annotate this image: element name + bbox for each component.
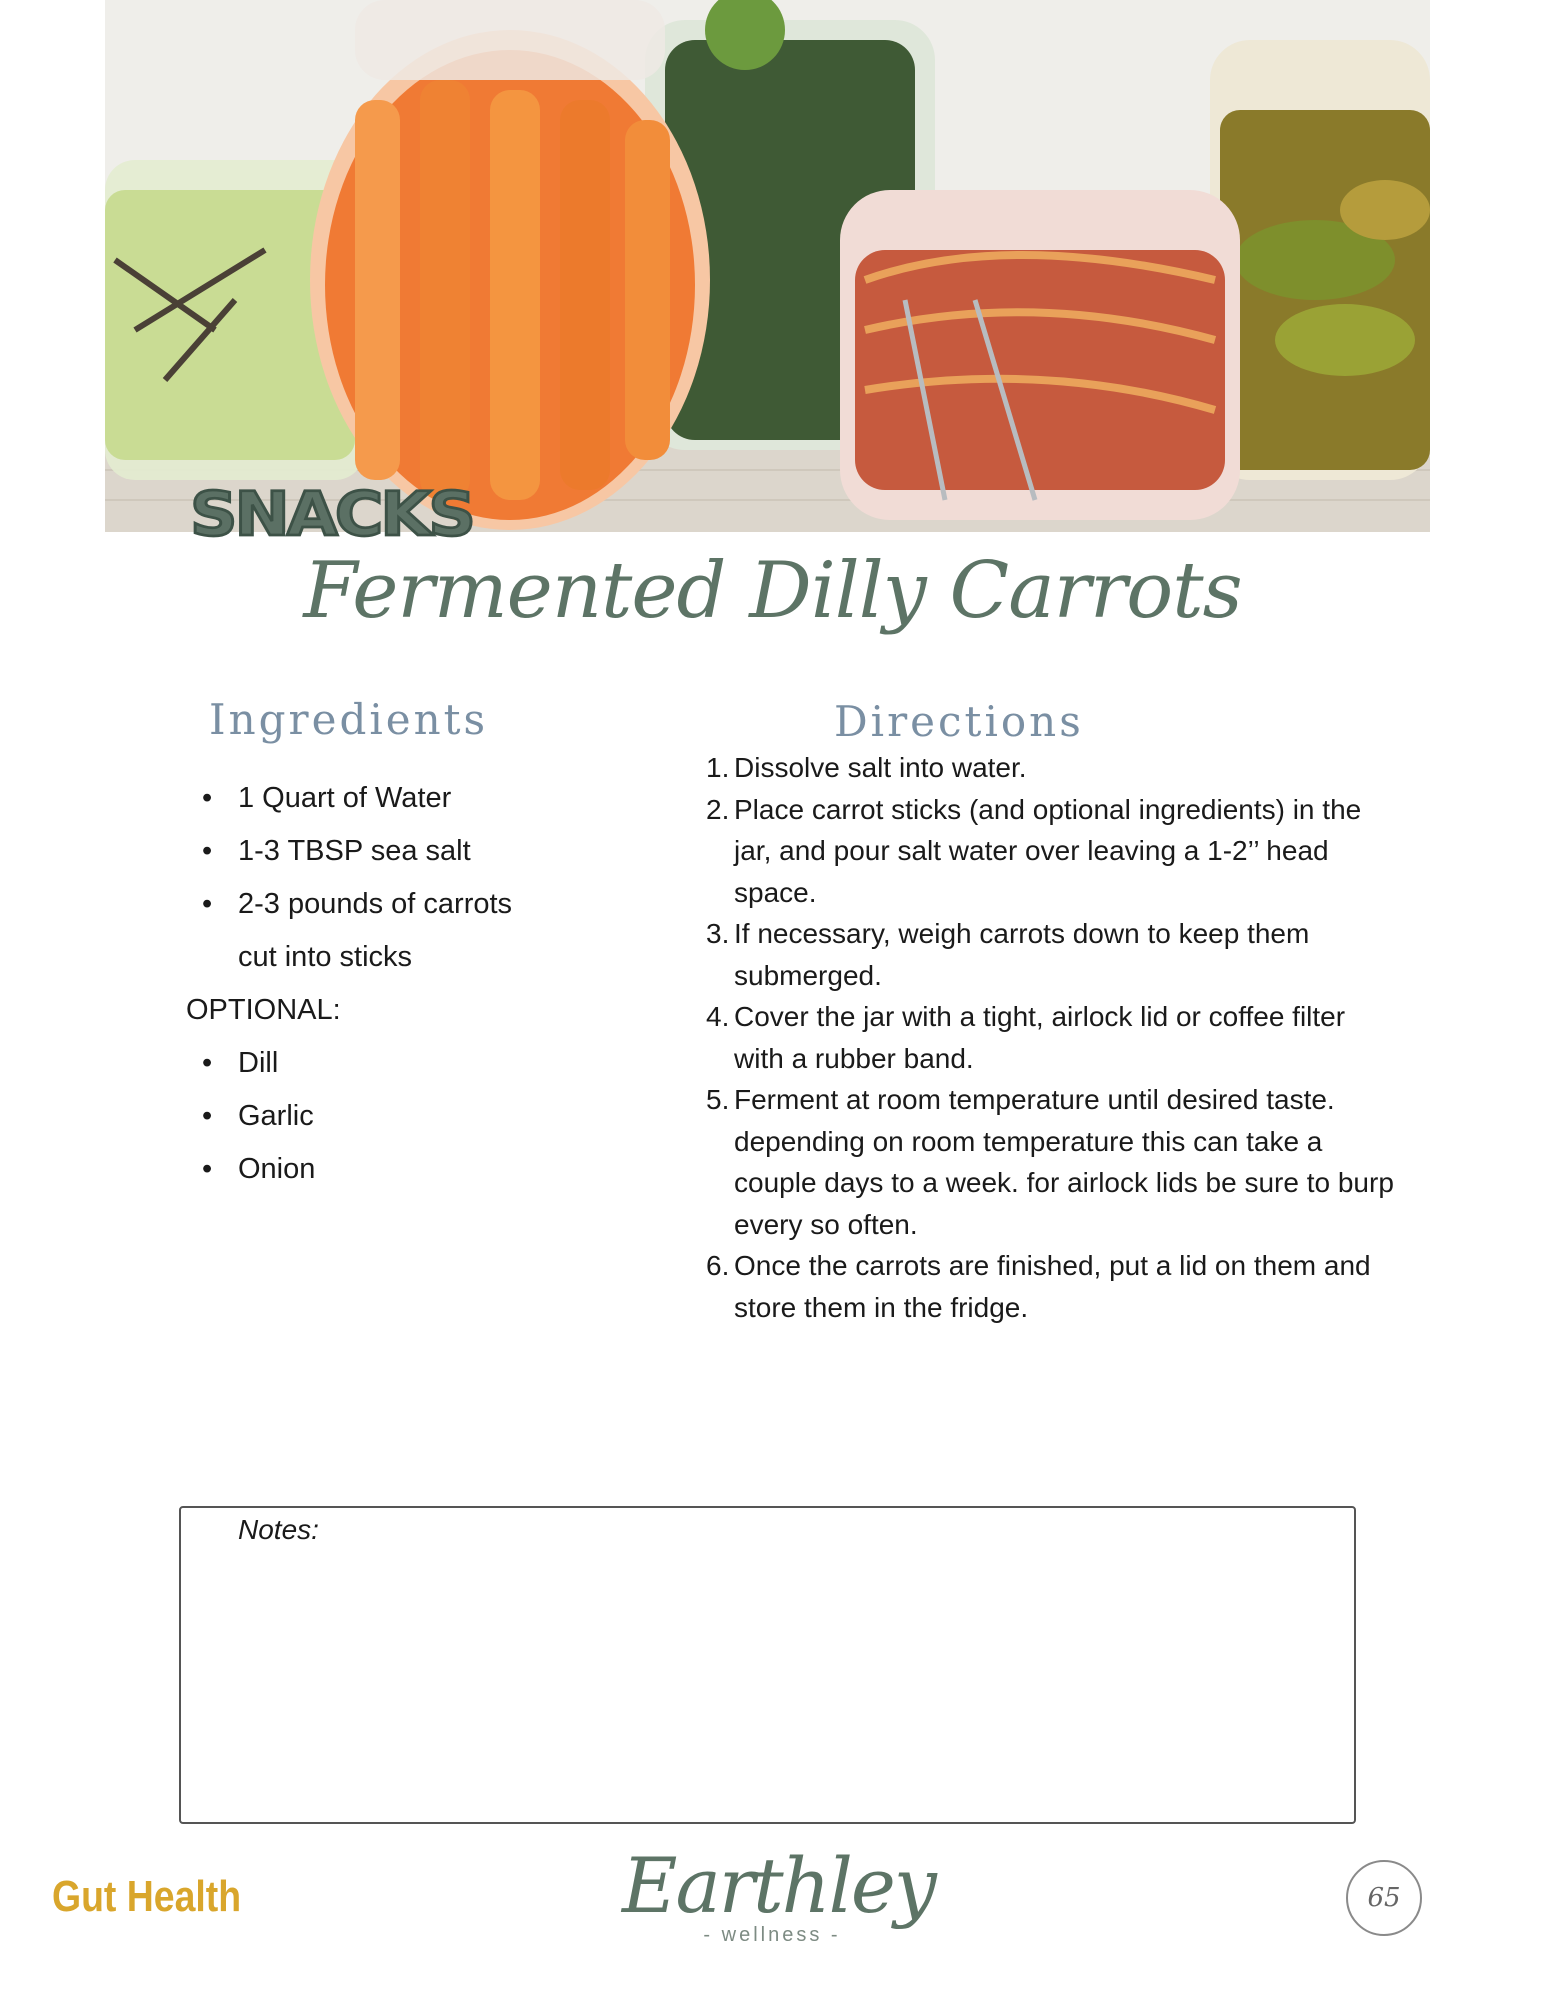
step-number: 5.: [706, 1084, 730, 1115]
direction-step: [706, 1079, 1396, 1245]
step-number: 2.: [706, 793, 730, 825]
brand-name: Earthley: [622, 1841, 935, 1930]
step-text: Once the carrots are finished, put a lid on them and store them in the fridge.: [734, 1250, 1371, 1323]
notes-box[interactable]: [179, 1506, 1356, 1824]
direction-step: [706, 1245, 1396, 1328]
ingredient-item: • 2-3 pounds of carrots cut into sticks: [186, 878, 516, 984]
optional-item: • Onion: [186, 1143, 516, 1196]
direction-step: [706, 747, 1396, 789]
section-label-snacks: SNACKS: [190, 479, 473, 550]
jars-illustration: [105, 0, 1430, 532]
page-number: 65: [1346, 1860, 1422, 1936]
step-number: 3.: [706, 918, 730, 949]
step-number: 1.: [706, 752, 730, 783]
directions-heading: Directions: [834, 697, 1084, 746]
brand-subtitle: - wellness -: [703, 1924, 841, 1946]
ingredients-list: [186, 772, 516, 1196]
ingredient-item: • 1 Quart of Water: [186, 772, 516, 825]
optional-label: OPTIONAL:: [186, 994, 341, 1026]
hero-image: [105, 0, 1430, 532]
optional-item: • Dill: [186, 1037, 516, 1090]
step-number: 6.: [706, 1250, 730, 1281]
brand-logo: [622, 1841, 935, 1947]
direction-step: [706, 789, 1396, 914]
optional-item: • Garlic: [186, 1090, 516, 1143]
direction-step: [706, 913, 1396, 996]
step-text: Dissolve salt into water.: [734, 752, 1027, 783]
ingredients-heading: Ingredients: [209, 695, 489, 744]
notes-label: Notes:: [238, 1514, 319, 1545]
ingredient-item: • 1-3 TBSP sea salt: [186, 825, 516, 878]
direction-step: [706, 996, 1396, 1079]
step-text: Ferment at room temperature until desired taste. depending on room temperature this can take a couple days to a week. for airlock lids be sure to burp every so often.: [734, 1084, 1394, 1240]
category-label: Gut Health: [52, 1872, 242, 1921]
step-number: 4.: [706, 1001, 730, 1032]
recipe-title: Fermented Dilly Carrots: [303, 546, 1242, 636]
step-text: Place carrot sticks (and optional ingredients) in the jar, and pour salt water over leaving a 1-2’’ head space.: [734, 793, 1362, 908]
directions-list: [706, 747, 1396, 1328]
step-text: Cover the jar with a tight, airlock lid or coffee filter with a rubber band.: [734, 1001, 1346, 1074]
step-text: If necessary, weigh carrots down to keep them submerged.: [734, 918, 1310, 991]
